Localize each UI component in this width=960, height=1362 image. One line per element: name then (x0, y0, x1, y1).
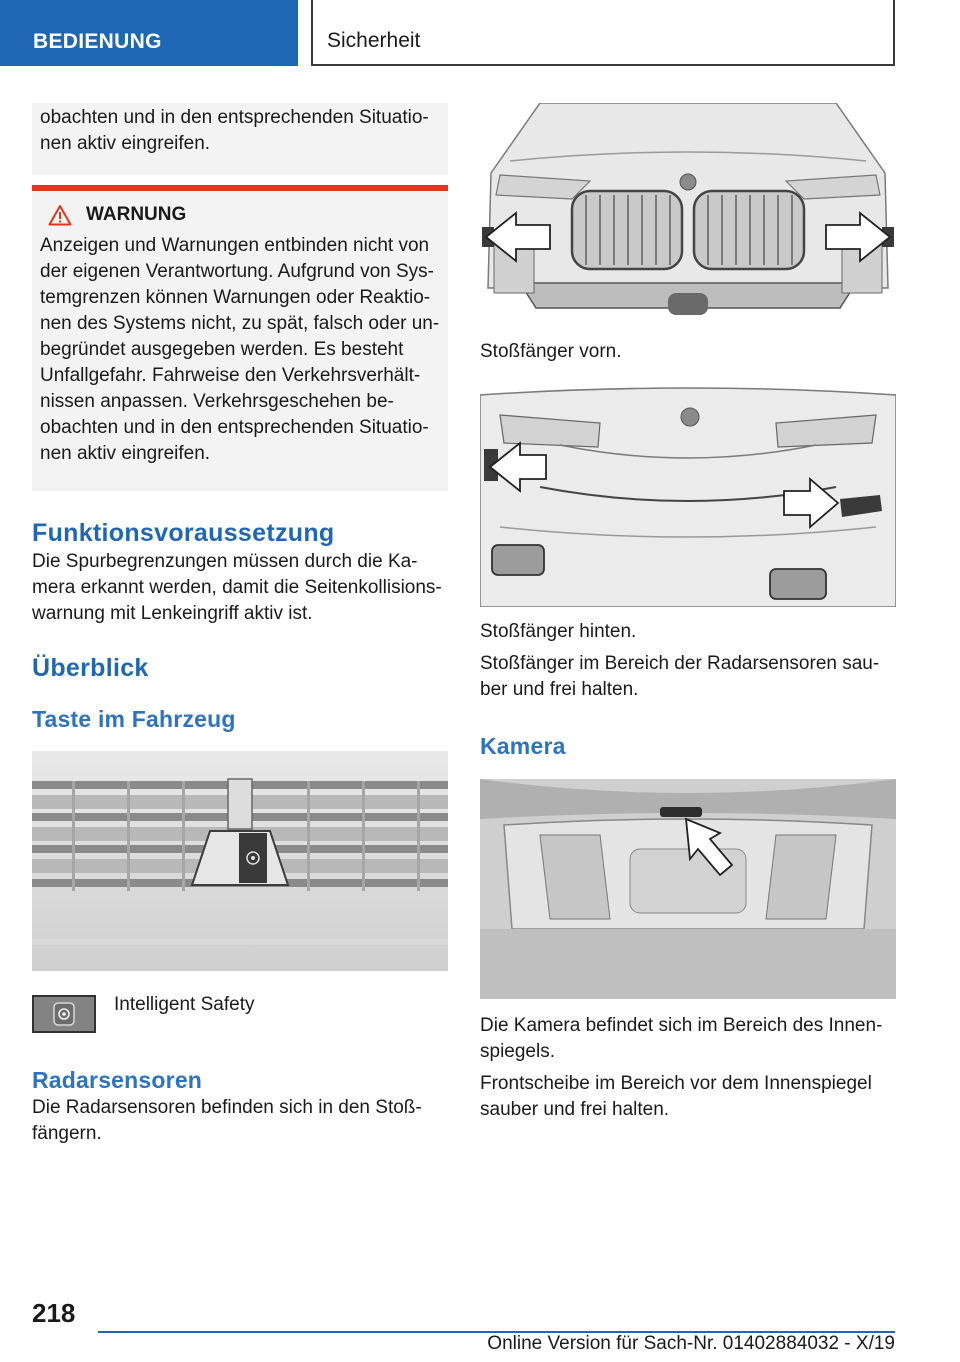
rear-bumper-caption: Stoßfänger hinten. (480, 621, 637, 642)
warning-triangle-icon (48, 204, 72, 226)
front-bumper-image (480, 103, 896, 327)
rear-bumper-text: Stoßfänger im Bereich der Radarsensoren sau-ber und frei halten. (480, 653, 880, 700)
right-column (480, 103, 896, 1123)
footer-online-version: Online Version für Sach-Nr. 01402884032 - X/19 (487, 1333, 895, 1354)
button-image (32, 751, 448, 971)
radar-heading: Radarsensoren (32, 1067, 203, 1093)
kamera-text-2: Frontscheibe im Bereich vor dem Innenspiegel sauber und frei halten. (480, 1073, 872, 1120)
rear-bumper-image (480, 387, 896, 607)
button-legend (32, 995, 448, 1033)
chapter-title: Sicherheit (327, 29, 421, 52)
warning-title: WARNUNG (86, 204, 187, 225)
kamera-text-1: Die Kamera befindet sich im Bereich des Innen-spiegels. (480, 1015, 883, 1062)
left-column (32, 103, 448, 1147)
warning-text: Anzeigen und Warnungen entbinden nicht von der eigenen Verantwortung. Aufgrund von Sys-temgrenzen können Warnungen oder Reaktio-nen des Systems nicht, zu spät, falsch oder un-begründet ausgegeben werden. Es besteht Unfallgefahr. Fahrweise den Verkehrsverhält-nissen anpassen. Verkehrsgeschehen be-obachten und in den entsprechenden Situatio-nen aktiv eingreifen. (40, 235, 440, 464)
funktion-heading: Funktionsvoraussetzung (32, 519, 335, 547)
camera-image (480, 779, 896, 999)
warning-header (40, 199, 440, 231)
funktion-text: Die Spurbegrenzungen müssen durch die Ka-mera erkannt werden, damit die Seitenkollisions-warnung mit Lenkeingriff aktiv ist. (32, 551, 442, 624)
page-number: 218 (32, 1298, 76, 1328)
warning-continuation-text: obachten und in den entsprechenden Situatio-nen aktiv eingreifen. (40, 107, 429, 154)
warning-box (32, 191, 448, 491)
button-label: Intelligent Safety (114, 994, 255, 1015)
taste-heading: Taste im Fahrzeug (32, 706, 236, 732)
kamera-heading: Kamera (480, 733, 566, 759)
section-tab (0, 0, 298, 66)
warning-continuation (32, 103, 448, 175)
section-title: BEDIENUNG (33, 30, 162, 53)
ueberblick-heading: Überblick (32, 654, 149, 682)
radar-text: Die Radarsensoren befinden sich in den Stoß-fängern. (32, 1097, 422, 1144)
front-bumper-caption: Stoßfänger vorn. (480, 341, 622, 362)
chapter-box (311, 0, 895, 66)
intelligent-safety-icon (32, 995, 96, 1033)
